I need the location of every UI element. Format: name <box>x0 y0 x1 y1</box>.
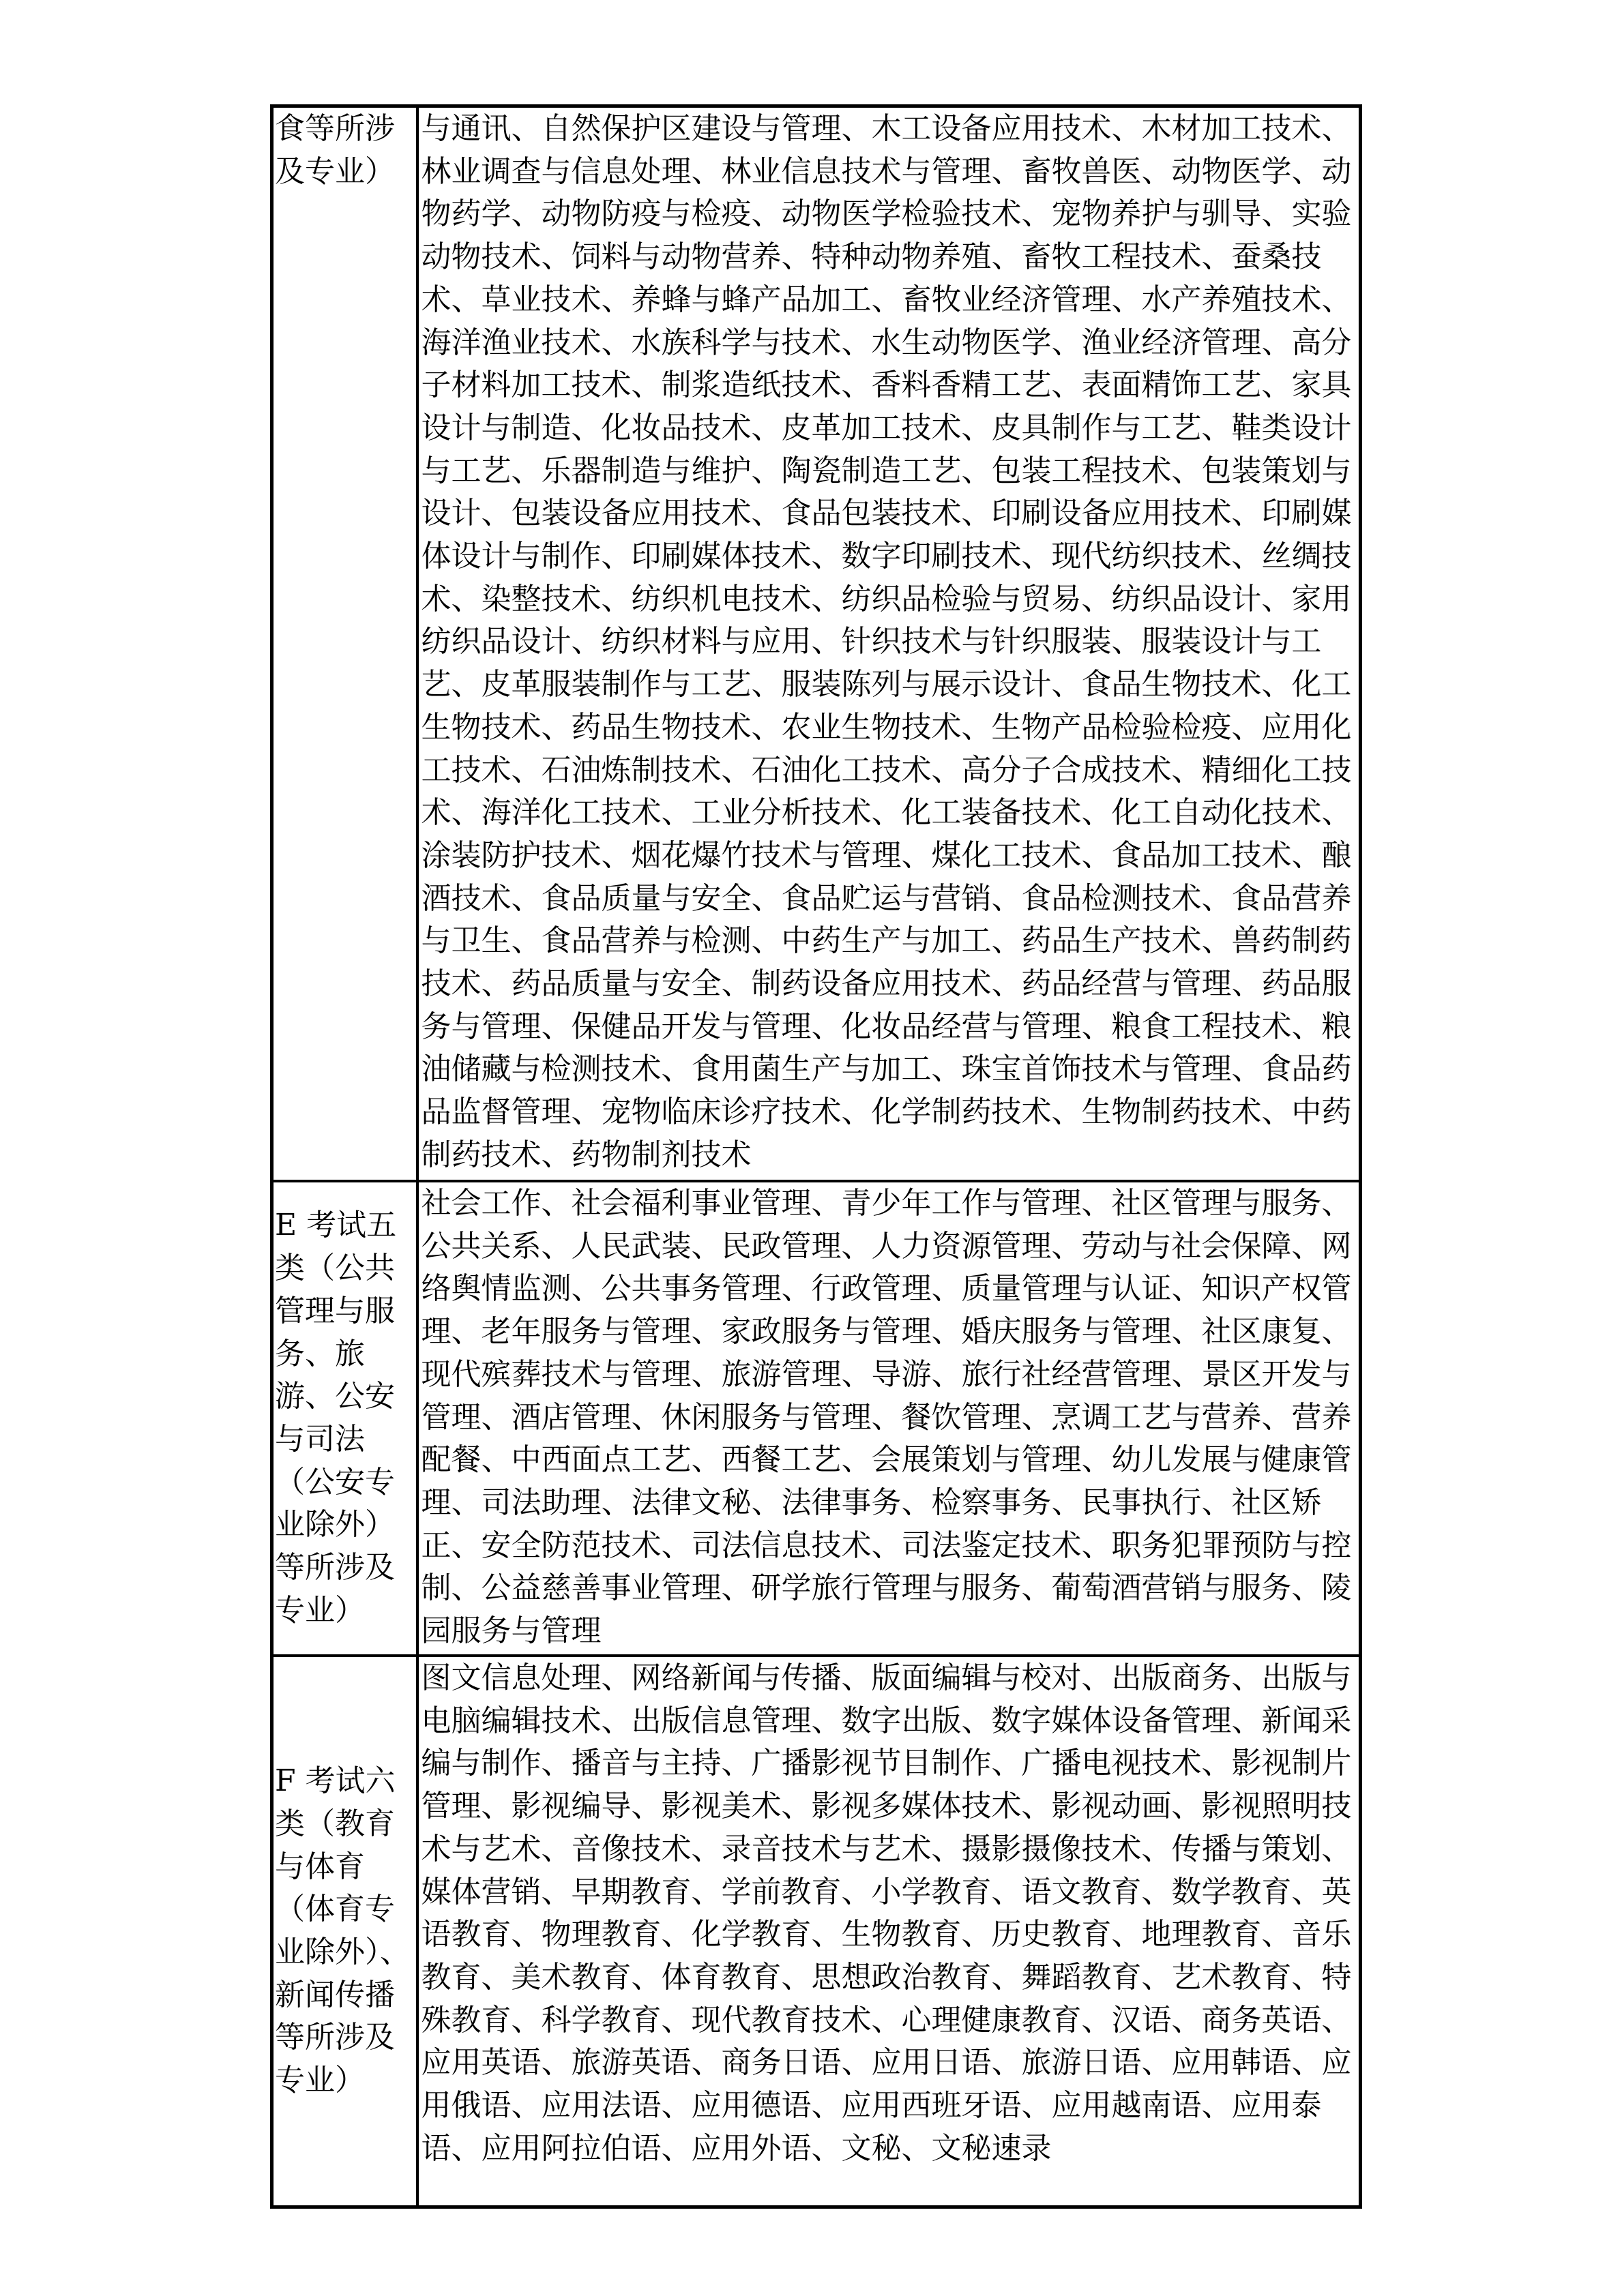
category-label: 食等所涉及专业） <box>275 111 395 189</box>
majors-cell <box>417 1656 1361 2207</box>
majors-cell <box>417 106 1361 1182</box>
majors-list: 图文信息处理、网络新闻与传播、版面编辑与校对、出版商务、出版与电脑编辑技术、出版信息管理、数字出版、数字媒体设备管理、新闻采编与制作、播音与主持、广播影视节目制作、广播电视技术、影视制片管理、影视编导、影视美术、影视多媒体技术、影视动画、影视照明技术与艺术、音像技术、录音技术与艺术、摄影摄像技术、传播与策划、媒体营销、早期教育、学前教育、小学教育、语文教育、数学教育、英语教育、物理教育、化学教育、生物教育、历史教育、地理教育、音乐教育、美术教育、体育教育、思想政治教育、舞蹈教育、艺术教育、特殊教育、科学教育、现代教育技术、心理健康教育、汉语、商务英语、应用英语、旅游英语、商务日语、应用日语、旅游日语、应用韩语、应用俄语、应用法语、应用德语、应用西班牙语、应用越南语、应用泰语、应用阿拉伯语、应用外语、文秘、文秘速录 <box>421 1660 1352 2166</box>
category-cell <box>272 1181 417 1656</box>
table-row <box>272 1181 1361 1656</box>
table-row <box>272 106 1361 1182</box>
category-label: E 考试五类（公共管理与服务、旅游、公安与司法（公安专业除外）等所涉及专业） <box>275 1208 397 1628</box>
category-cell <box>272 1656 417 2207</box>
majors-list: 与通讯、自然保护区建设与管理、木工设备应用技术、木材加工技术、林业调查与信息处理、林业信息技术与管理、畜牧兽医、动物医学、动物药学、动物防疫与检疫、动物医学检验技术、宠物养护与驯导、实验动物技术、饲料与动物营养、特种动物养殖、畜牧工程技术、蚕桑技术、草业技术、养蜂与蜂产品加工、畜牧业经济管理、水产养殖技术、海洋渔业技术、水族科学与技术、水生动物医学、渔业经济管理、高分子材料加工技术、制浆造纸技术、香料香精工艺、表面精饰工艺、家具设计与制造、化妆品技术、皮革加工技术、皮具制作与工艺、鞋类设计与工艺、乐器制造与维护、陶瓷制造工艺、包装工程技术、包装策划与设计、包装设备应用技术、食品包装技术、印刷设备应用技术、印刷媒体设计与制作、印刷媒体技术、数字印刷技术、现代纺织技术、丝绸技术、染整技术、纺织机电技术、纺织品检验与贸易、纺织品设计、家用纺织品设计、纺织材料与应用、针织技术与针织服装、服装设计与工艺、皮革服装制作与工艺、服装陈列与展示设计、食品生物技术、化工生物技术、药品生物技术、农业生物技术、生物产品检验检疫、应用化工技术、石油炼制技术、石油化工技术、高分子合成技术、精细化工技术、海洋化工技术、工业分析技术、化工装备技术、化工自动化技术、涂装防护技术、烟花爆竹技术与管理、煤化工技术、食品加工技术、酿酒技术、食品质量与安全、食品贮运与营销、食品检测技术、食品营养与卫生、食品营养与检测、中药生产与加工、药品生产技术、兽药制药技术、药品质量与安全、制药设备应用技术、药品经营与管理、药品服务与管理、保健品开发与管理、化妆品经营与管理、粮食工程技术、粮油储藏与检测技术、食用菌生产与加工、珠宝首饰技术与管理、食品药品监督管理、宠物临床诊疗技术、化学制药技术、生物制药技术、中药制药技术、药物制剂技术 <box>421 111 1352 1172</box>
majors-list: 社会工作、社会福利事业管理、青少年工作与管理、社区管理与服务、公共关系、人民武装、民政管理、人力资源管理、劳动与社会保障、网络舆情监测、公共事务管理、行政管理、质量管理与认证、知识产权管理、老年服务与管理、家政服务与管理、婚庆服务与管理、社区康复、现代殡葬技术与管理、旅游管理、导游、旅行社经营管理、景区开发与管理、酒店管理、休闲服务与管理、餐饮管理、烹调工艺与营养、营养配餐、中西面点工艺、西餐工艺、会展策划与管理、幼儿发展与健康管理、司法助理、法律文秘、法律事务、检察事务、民事执行、社区矫正、安全防范技术、司法信息技术、司法鉴定技术、职务犯罪预防与控制、公益慈善事业管理、研学旅行管理与服务、葡萄酒营销与服务、陵园服务与管理 <box>421 1186 1352 1649</box>
majors-cell <box>417 1181 1361 1656</box>
category-label: F 考试六类（教育与体育（体育专业除外）、新闻传播等所涉及专业） <box>275 1763 410 2098</box>
category-cell <box>272 106 417 1182</box>
majors-table <box>270 104 1362 2209</box>
table-row <box>272 1656 1361 2207</box>
